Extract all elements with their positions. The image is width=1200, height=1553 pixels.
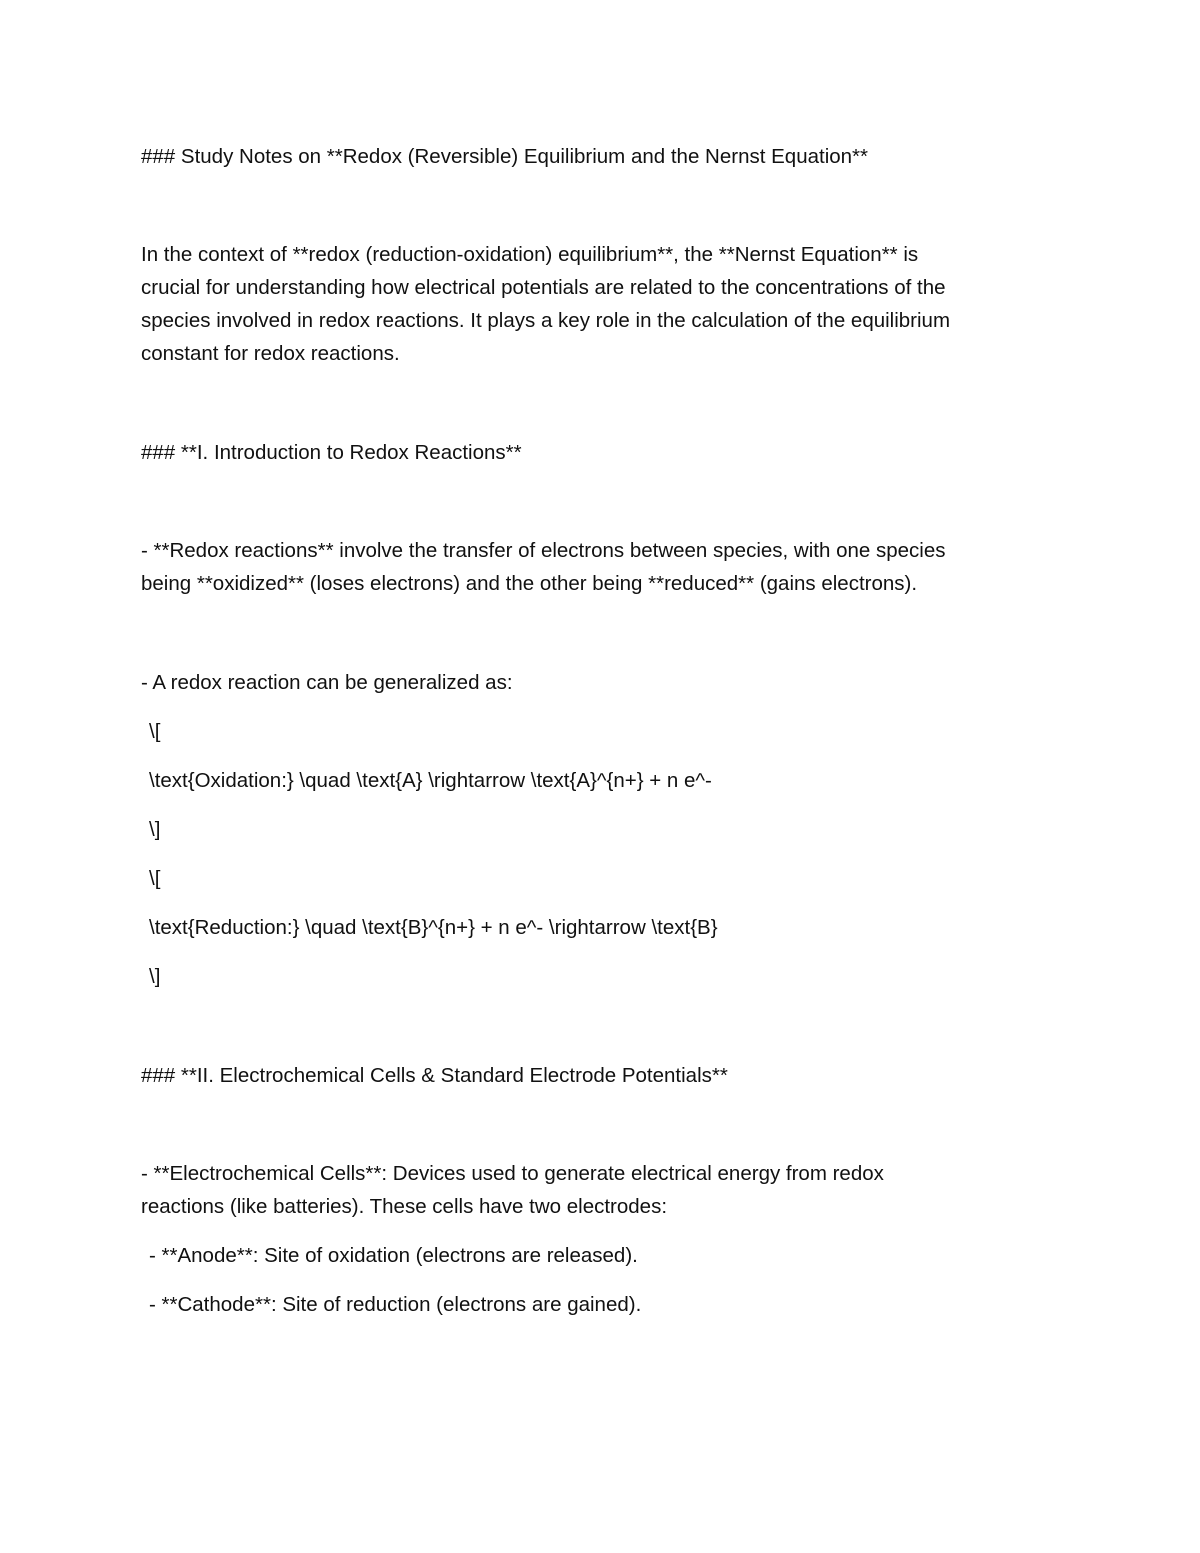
math-close-bracket-1: \]: [149, 818, 161, 841]
math-open-bracket-2: \[: [149, 867, 161, 890]
section1-bullet1-line-1: - **Redox reactions** involve the transfer of electrons between species, with one species: [141, 539, 946, 562]
math-close-bracket-2: \]: [149, 965, 161, 988]
section2-bullet1-line-1: - **Electrochemical Cells**: Devices used to generate electrical energy from redox: [141, 1162, 884, 1185]
intro-line-4: constant for redox reactions.: [141, 342, 400, 365]
notes-title: ### Study Notes on **Redox (Reversible) Equilibrium and the Nernst Equation**: [141, 145, 869, 168]
section2-subbullet-anode: - **Anode**: Site of oxidation (electrons are released).: [149, 1244, 638, 1267]
math-oxidation-line: \text{Oxidation:} \quad \text{A} \rightarrow \text{A}^{n+} + n e^-: [149, 769, 712, 792]
intro-line-1: In the context of **redox (reduction-oxidation) equilibrium**, the **Nernst Equation** is: [141, 243, 919, 266]
section2-bullet1-line-2: reactions (like batteries). These cells have two electrodes:: [141, 1195, 668, 1218]
section1-bullet1-line-2: being **oxidized** (loses electrons) and the other being **reduced** (gains electrons).: [141, 572, 918, 595]
section2-heading: ### **II. Electrochemical Cells & Standard Electrode Potentials**: [141, 1064, 728, 1087]
section1-bullet2: - A redox reaction can be generalized as:: [141, 671, 513, 694]
section2-subbullet-cathode: - **Cathode**: Site of reduction (electrons are gained).: [149, 1293, 642, 1316]
math-open-bracket-1: \[: [149, 720, 161, 743]
intro-line-3: species involved in redox reactions. It plays a key role in the calculation of the equilibrium: [141, 309, 951, 332]
section1-heading: ### **I. Introduction to Redox Reactions**: [141, 441, 522, 464]
math-reduction-line: \text{Reduction:} \quad \text{B}^{n+} + n e^- \rightarrow \text{B}: [149, 916, 718, 939]
intro-line-2: crucial for understanding how electrical potentials are related to the concentrations of the: [141, 276, 946, 299]
